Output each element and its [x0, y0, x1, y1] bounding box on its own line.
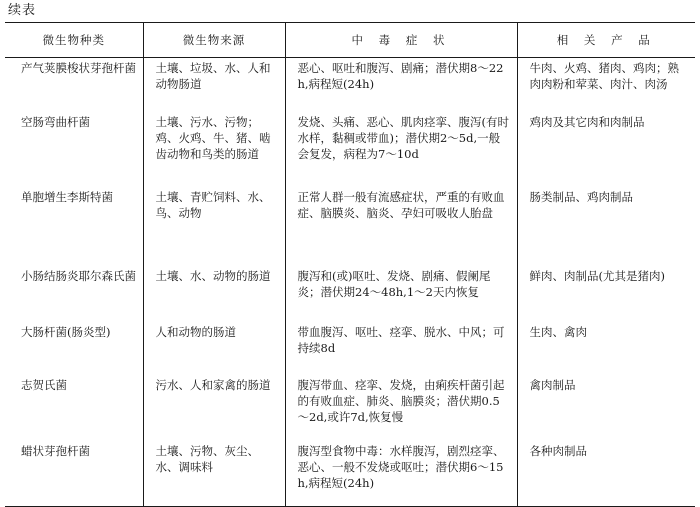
cell-source: 土壤、青贮饲料、水、鸟、动物: [143, 187, 285, 266]
cell-products: 鲜肉、肉制品(尤其是猪肉): [517, 266, 695, 322]
cell-symptoms: 带血腹泻、呕吐、痉挛、脱水、中风；可持续8d: [285, 322, 517, 375]
cell-organism: 蜡状芽孢杆菌: [5, 441, 143, 507]
cell-source: 人和动物的肠道: [143, 322, 285, 375]
table-row: [5, 187, 695, 266]
microorganism-table: [5, 22, 695, 507]
cell-organism: 大肠杆菌(肠炎型): [21, 324, 111, 339]
header-products: 相 关 产 品: [517, 23, 695, 58]
header-source: 微生物来源: [143, 23, 285, 58]
cell-organism: 空肠弯曲杆菌: [21, 114, 90, 129]
cell-products: 生肉、禽肉: [517, 322, 695, 375]
table-row: [5, 441, 695, 507]
cell-organism: 产气荚膜梭状芽孢杆菌: [21, 61, 136, 75]
header-symptoms: 中 毒 症 状: [285, 23, 517, 58]
table-row: [5, 112, 695, 187]
table-row: [5, 58, 695, 112]
cell-products: 牛肉、火鸡、猪肉、鸡肉；熟肉肉粉和荤菜、肉汁、肉汤: [517, 58, 695, 112]
cell-products: 各种肉制品: [517, 441, 695, 507]
cell-symptoms: 正常人群一般有流感症状，严重的有败血症、脑膜炎、脑炎、孕妇可吸收人胎盘: [285, 187, 517, 266]
cell-symptoms: 腹泻型食物中毒：水样腹泻，剧烈痉挛、恶心、一般不发烧或呕吐；潜伏期6～15h,病程短(24h): [285, 441, 517, 507]
cell-symptoms: 恶心、呕吐和腹泻、剧痛；潜伏期8～22h,病程短(24h): [285, 58, 517, 112]
cell-source: 土壤、水、动物的肠道: [143, 266, 285, 322]
cell-organism: 单胞增生李斯特菌: [21, 189, 113, 204]
cell-products: 鸡肉及其它肉和肉制品: [517, 112, 695, 187]
cell-symptoms: 腹泻和(或)呕吐、发烧、剧痛、假阑尾炎；潜伏期24～48h,1～2天内恢复: [285, 266, 517, 322]
cell-source: 土壤、垃圾、水、人和动物肠道: [143, 58, 285, 112]
cell-source: 污水、人和家禽的肠道: [143, 375, 285, 441]
table-row: [5, 375, 695, 441]
table-header-row: [5, 23, 695, 58]
cell-source: 土壤、污物、灰尘、水、调味料: [143, 441, 285, 507]
cell-products: 禽肉制品: [517, 375, 695, 441]
cell-products: 肠类制品、鸡肉制品: [517, 187, 695, 266]
cell-organism: 志贺氏菌: [21, 377, 67, 392]
cell-source: 土壤、污水、污物；鸡、火鸡、牛、猪、啮齿动物和鸟类的肠道: [143, 112, 285, 187]
cell-symptoms: 发烧、头痛、恶心、肌肉痉挛、腹泻(有时水样，黏稠或带血)；潜伏期2～5d,一般会复发，病程为7～10d: [285, 112, 517, 187]
table-row: [5, 266, 695, 322]
table-caption: 续表: [8, 3, 37, 18]
table-row: [5, 322, 695, 375]
header-organism: 微生物种类: [5, 23, 143, 58]
cell-symptoms: 腹泻带血、痉挛、发烧，由痢疾杆菌引起的有败血症、肺炎、脑膜炎；潜伏期0.5～2d,或许7d,恢复慢: [285, 375, 517, 441]
cell-organism: 小肠结肠炎耶尔森氏菌: [21, 268, 136, 283]
